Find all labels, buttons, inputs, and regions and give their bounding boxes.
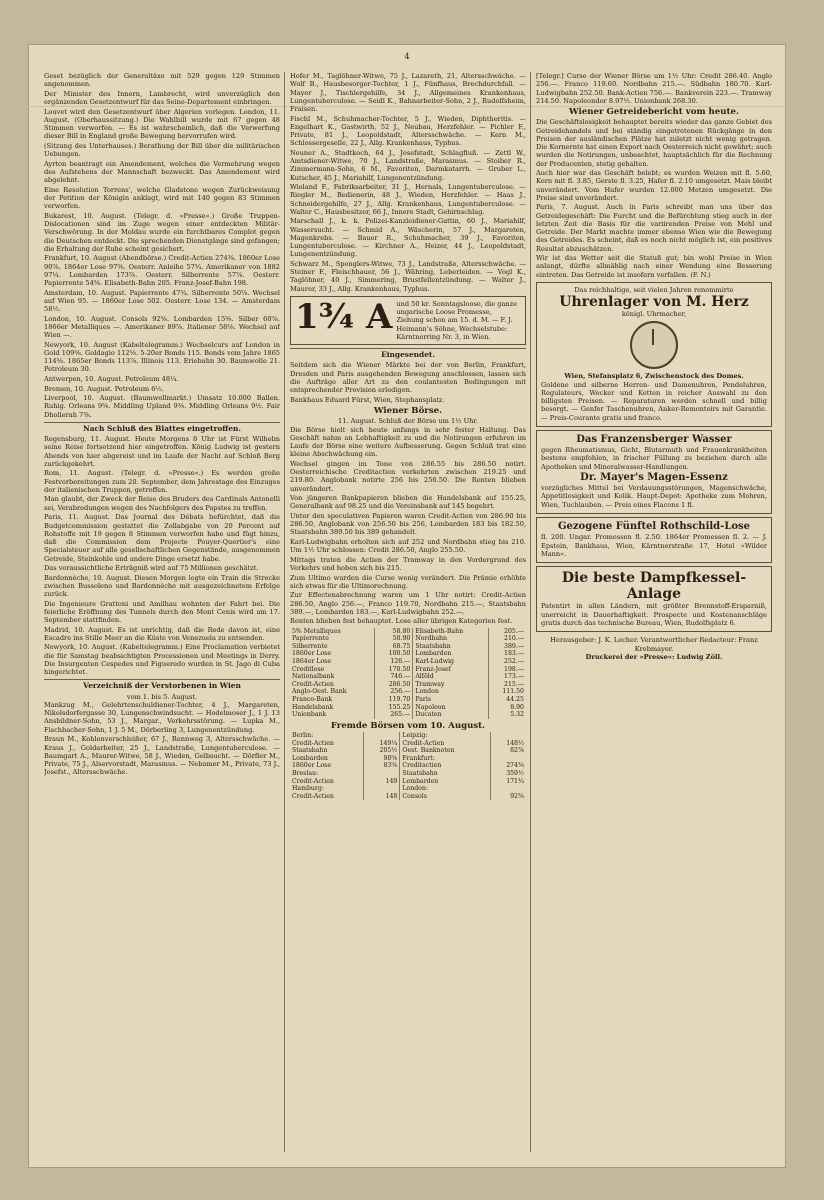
table-row (290, 673, 526, 681)
paragraph: Liverpool, 10. August. (Baumwollmarkt.) Umsatz 10.000 Ballen. Ruhig. Orleans 9⅝. Middling Upland 9⅜. Middling Orleans 9½. Fair Dhollerah 7⅜. (44, 394, 280, 419)
table-row (290, 778, 526, 786)
paragraph: Frankfurt, 10. August (Abendbörse.) Credit-Actien 274⅜. 1860er Lose 90⅞. 1864er Lose 97⅜. Oesterr. Anleihe 57¾. Amerikaner von 1882 97¼. Lombarden 173⅞. Oesterr. Silberrente 57⅞. Oesterr. Papierrente 54⅝. Elisabeth-Bahn 205. Franz-Josef-Bahn 198. (44, 254, 280, 288)
paragraph: Amsterdam, 10. August. Papierrente 47¾. Silberrente 50⅞. Wechsel auf Wien 95. — 1860er Lose 502. Oesterr. Lose 134. — Amsterdam 58½. (44, 288, 280, 314)
table-cell: Creditlose (292, 665, 325, 673)
table-row (290, 762, 526, 770)
table-cell: Ducaten (413, 711, 489, 719)
table-cell: 359½ (491, 770, 526, 778)
paragraph: Mankzug M., Gelehrtenschuldiener-Tochter, 4 J., Margareten, Nikolsdorfergasse 30, Lungenschwindsucht. — Hodelmoser J., 1 J. 13 Ansbildner-Sohn, 53 J., Margar., Verkehrsstörung. — Lupka M., Fischbacher-Sohn, 1 J. 5 M., Dörberling 3, Lungenentzündung. (44, 700, 280, 734)
table-cell: Berlin: (292, 732, 314, 740)
ad-title: Gezogene Fünftel Rothschild-Lose (557, 521, 751, 533)
table-cell: 44.25 (488, 696, 526, 704)
table-cell: Lombarden (413, 650, 489, 658)
table-cell: 171¾ (491, 778, 526, 786)
paragraph: Paris, 7. August. Auch in Paris schreibt man uns über das Getreidegeschäft: Die Furcht und die Befürchtung stieg auch in der letzten Zeit die Basis für die variirenden Preise von Mehl und Getreide. Der Markt machte immer ebenso Wien wie die Bewegung des Getreides. Es scheint, daß es noch nicht möglich ist, ein positives Resultat abzuschätzen. (536, 203, 772, 253)
table-cell: 286.50 (375, 681, 413, 689)
table-row (290, 666, 526, 674)
table-cell: Napoleon (413, 704, 489, 712)
table-cell: Credit-Actien (292, 792, 334, 800)
section-heading: Verzeichniß der Verstorbenen in Wien (44, 679, 280, 690)
paragraph: Antwerpen, 10. August. Petroleum 48¼. (44, 375, 179, 384)
lottery-price-mark: 1¾ A (295, 296, 393, 337)
table-cell: Frankfurt: (400, 755, 491, 763)
paragraph: Bremen, 10. August. Petroleum 6½. (44, 384, 164, 393)
table-cell: 215.— (488, 681, 526, 689)
table-row (290, 658, 526, 666)
table-cell: London (413, 688, 489, 696)
table-cell: 149 (364, 778, 400, 786)
ad-text: vorzügliches Mittel bei Verdauungsstörungen, Magenschwäche, Appetitlosigkeit und Kolik. Haupt-Depot: Apotheke zum Mohren, Wien, Tuchlauben. — Preis eines Flacons 1 fl. (541, 484, 767, 509)
paragraph: Seitdem sich die Wiener Märkte bei der von Berlin, Frankfurt, Dresden und Paris ausgehenden Bewegung anschlossen, lassen sich die Aufträge aller Art zu den coulantesten Bedingungen mit entsprechender Provision erledigen. (290, 361, 526, 395)
table-cell: 83⅝ (364, 762, 400, 770)
table-cell: Oest. Banknoten (400, 747, 491, 755)
section-heading: Eingesendet. (290, 348, 526, 359)
paragraph: Paris, 11. August. Das Journal des Débats befürchtet, daß die Budgetcommission gestattet die Zollabgabe von 20 Percent auf Rohstoffe mit 19 gegen 8 Stimmen verworfen habe und fügt hinzu, daß die Commission dem Projecte Pouyer-Quertier's eine Specialsteuer auf alle gesellschaftlichen Gegenstände, ausgenommen Getreide, Steinkohle und andere Dinge ersetzt habe. (44, 513, 280, 563)
table-cell (491, 732, 526, 740)
paragraph: Man glaubt, der Zweck der Reise des Bruders des Cardinals Antonelli sei, Verabredungen wegen des Nachfolgers des Papstes zu treffen. (44, 495, 280, 512)
table-cell: Credit-Actien (292, 680, 334, 688)
ad-text: Goldene und silberne Herren- und Damenuhren, Pendeluhren, Regulateurs, Wecker und Ketten in reicher Auswahl zu den billigsten Preisen. — Reparaturen werden schnell und billig besorgt. — Genfer Taschenuhren, Anker-Remontoirs mit Garantie. — Preis-Courante gratis und franco. (541, 380, 767, 422)
table-cell: Staatsbahn (413, 643, 489, 651)
paragraph: Das voraussichtliche Erträgniß wird auf 75 Millionen geschätzt. (44, 564, 259, 573)
pocket-watch-icon (630, 321, 678, 369)
signature-line: Bankhaus Eduard Fürst, Wien, Stephansplatz. (290, 395, 445, 404)
newspaper-page (28, 44, 786, 1168)
column-left (44, 72, 280, 1152)
paragraph: Fischl M., Schuhmacher-Tochter, 5 J., Wieden, Diphtheritis. — Engelhart K., Gastwirth, 52 J., Neubau, Herzfehler. — Pichler F., Private, 81 J., Leopoldstadt, Altersschwäche. — Kern M., Schlossergeselle, 22 J., Allg. Krankenhaus, Typhus. (290, 114, 526, 148)
table-cell: Staatsbahn (400, 770, 491, 778)
table-cell: 210.— (488, 635, 526, 643)
paragraph: Wir ist das Wetter seit die Statuß gut; bin wohl Preise in Wien anlangt, dürfte allmählig nach einer Wendung eine Besserung eintreten. Das Getreide ist insofern verfallen. (F. N.) (536, 254, 772, 279)
table-cell: Elisabeth-Bahn (413, 628, 489, 636)
table-cell: 205.— (488, 628, 526, 636)
ad-address: Wien, Stefansplatz 6, Zwischenstock des Domes. (564, 372, 744, 381)
table-cell: 205½ (364, 747, 400, 755)
paragraph: Die Ingenieure Grattoni und Amilhau wohnten der Fahrt bei. Die feierliche Eröffnung des Tunnels durch den Mont Cenis wird am 17. September stattfinden. (44, 599, 280, 625)
table-cell: 389.— (488, 643, 526, 651)
paragraph: Louvet wird den Gesetzentwurf über Algerien vorlegen. London, 11. August. (Oberhaussitzung.) Die Wahlbill wurde mit 67 gegen 48 Stimmen verworfen. — Es ist wahrscheinlich, daß die Verwerfung dieser Bill in England große Bewegung hervorrufen wird. (44, 107, 280, 141)
table-cell: Credit-Actien (292, 777, 334, 785)
paragraph: Mittags traten die Actien der Tramway in den Vordergrund des Verkehrs und hoben sich bis 215. (290, 555, 526, 573)
table-row (290, 732, 526, 740)
table-cell: Staatsbahn (292, 747, 328, 755)
lottery-advertisement (536, 517, 772, 563)
table-cell: 92⅝ (491, 793, 526, 801)
table-cell: Anglo-Oest. Bank (292, 688, 347, 696)
paragraph: (Sitzung des Unterhauses.) Berathung der Bill über die militärischen Uebungen. (44, 141, 280, 159)
table-cell: 1860er Lose (292, 650, 332, 658)
paragraph: Bukarest, 10. August. (Telegr. d. »Presse«.) Große Truppen-Dislocationen sind im Zuge wegen einer entdeckten Militär-Verschwörung. In der Moldau wurde ein furchtbares Complot gegen die Deutschen entdeckt. Die sprechenden Dienstgänge sind gefangen; die Erhaltung der Ruhe scheint gesichert. (44, 211, 280, 253)
table-cell (491, 755, 526, 763)
imprint-printer: Druckerei der »Presse«: Ludwig Zöll. (585, 652, 723, 661)
quotation-table (290, 628, 526, 719)
table-row (290, 770, 526, 778)
table-cell: 58.80 (375, 628, 413, 636)
paragraph: Wieland F., Fabriksarbeiter, 31 J., Hernals, Lungentuberculose. — Riegler M., Bedienerin, 48 J., Wieden, Herzfehler. — Haas J., Schneidergehilfe, 27 J., Allg. Krankenhaus, Lungentuberculose. — Walter C., Hausbesitzer, 66 J., Innere Stadt, Gehirnschlag. (290, 183, 526, 216)
table-cell: 148½ (491, 740, 526, 748)
table-cell: Unionbank (292, 711, 327, 719)
table-cell: Creditactien (400, 762, 491, 770)
section-heading: Nach Schluß des Blattes eingetroffen. (44, 422, 280, 433)
table-cell: 274⅜ (491, 762, 526, 770)
table-row (290, 696, 526, 704)
table-cell: 100.50 (375, 650, 413, 658)
table-cell: 170.50 (375, 666, 413, 674)
paragraph: Geset bezüglich der Generaltäxe mit 529 gegen 129 Stimmen angenommen. (44, 72, 280, 89)
table-cell: Hamburg: (292, 785, 324, 793)
ad-title: Uhrenlager von M. Herz (559, 294, 749, 311)
paragraph: Die Geschäftslosigkeit behauptet bereits wieder das ganze Gebiet des Getreidehandels und bei ständig eingetretenen Rückgänge in den Preisen der ausländischen Plätze hat zuletzt nicht wenig getragen. Die Kornernte hat einen Export nach Oesterreich nicht gewährt; auch wurden die Notirungen, unbeachtet, hauptsächlich für die Rechnung der Producenten, stetig gehalten. (536, 118, 772, 168)
table-cell: 68.75 (375, 643, 413, 651)
table-cell: Credit-Actien (400, 740, 491, 748)
table-cell: 1864er Lose (292, 658, 332, 666)
table-cell: Alföld (413, 673, 489, 681)
paragraph: Bardonnèche, 10. August. Diesen Morgen legte ein Train die Strecke zwischen Bussoleno und Bardonnèche mit ausgezeichnetem Erfolge zurück. (44, 573, 280, 599)
table-cell: 5.32 (488, 711, 526, 719)
paragraph: Unter den speculativen Papieren waren Credit-Actien von 286.90 bis 286.50, Anglobank von 256.50 bis 256, Lombarden 183 bis 182.50, Staatsbahn 389.50 bis 389 gehandelt. (290, 511, 526, 537)
watch-advertisement (536, 282, 772, 427)
table-cell: Credit-Actien (292, 739, 334, 747)
table-cell: Nordbahn (413, 635, 489, 643)
table-cell (364, 770, 400, 778)
ad-kicker: Das reichhaltige, seit vielen Jahren renommirte (574, 285, 734, 294)
table-cell: 173.— (488, 673, 526, 681)
paragraph: Hofer M., Taglöhner-Witwe, 75 J., Lazareth, 21, Altersschwäche. — Wolf B., Hausbesorger-Tochter, 1 J., Fünfhaus, Brechdurchfall. — Mayer J., Tischlergehilfe, 34 J., Allgemeines Krankenhaus, Lungentuberculose. — Seidl K., Bahnarbeiter-Sohn, 2 J., Rudolfsheim, Fraisen. (290, 72, 526, 113)
table-cell: 1860er Lose (292, 762, 332, 770)
table-cell: Breslau: (292, 770, 319, 777)
table-cell: 155.25 (375, 704, 413, 712)
paragraph: Renten blieben fest behauptet. Lose aller übrigen Kategorien fest. (290, 617, 513, 626)
table-row (290, 628, 526, 636)
table-cell: Leipzig: (400, 732, 491, 740)
foreign-quotation-table (290, 732, 526, 800)
paragraph: Zum Ultimo wurden die Curse wenig verändert. Die Prämie erhöhte sich etwas für die Ultimorechnung. (290, 573, 526, 590)
table-cell: 198.— (488, 666, 526, 674)
ad-text: und 50 kr. Sonntagsloose, die ganze ungarische Loose Promesse, Ziehung schon am 15. d. M. — F. J. Heimann's Söhne, Wechselstube: Kärntnerring Nr. 3, in Wien. (396, 299, 518, 341)
table-cell: Nationalbank (292, 673, 335, 681)
table-cell: 111.50 (488, 688, 526, 696)
table-cell: 98⅝ (364, 755, 400, 763)
foreign-bourse-heading: Fremde Börsen vom 10. August. (330, 720, 486, 731)
paragraph: Von jüngeren Bankpapieren blieben die Handelsbank auf 155.25, Generalbank auf 98.25 und die Vereinsbank auf 145 begehrt. (290, 494, 526, 511)
boiler-advertisement (536, 566, 772, 632)
section-subheading: vom 1. bis 5. August. (126, 692, 198, 701)
ad-text: Patentirt in allen Ländern, mit größter Brennstoff-Ersparniß, unerreicht in Dauerhaftigkeit. Prospecte und Kostenanschläge gratis durch das technische Bureau, Wien, Rudolfsplatz 6. (541, 602, 767, 627)
paragraph: Der Minister des Innern, Lambrecht, wird unverzüglich den ergänzenden Gesetzentwurf für das Seine-Departement einbringen. (44, 89, 280, 107)
ad-title: Die beste Dampfkessel-Anlage (561, 570, 747, 603)
paragraph: Karl-Ludwigbahn erholten sich auf 252 und Nordbahn stieg bis 210. Um 1½ Uhr schlossen: Credit 286.50, Anglo 255.50. (290, 537, 526, 555)
table-cell: 148 (364, 793, 400, 801)
bourse-subheading: 11. August. Schluß der Börse um 1½ Uhr. (338, 417, 478, 426)
table-cell: 252.— (488, 658, 526, 666)
table-cell: 82⅞ (491, 747, 526, 755)
table-cell: 265.— (375, 711, 413, 719)
table-cell (491, 785, 526, 793)
table-row (290, 747, 526, 755)
table-cell (364, 785, 400, 793)
table-cell: 256.— (375, 688, 413, 696)
table-row (290, 711, 526, 719)
paragraph: Schwarz M., Spenglers-Witwe, 73 J., Landstraße, Altersschwäche. — Steiner F., Fleischhauer, 56 J., Währing, Leberleiden. — Vogl K., Taglöhner, 40 J., Simmering, Brustfellentzündung. — Walter J., Maurer, 33 J., Allg. Krankenhaus, Typhus. (290, 259, 526, 293)
table-row (290, 681, 526, 689)
paragraph: Regensburg, 11. August. Heute Morgens 8 Uhr ist Fürst Wilhelm seine Reise fortsetzend hier eingetroffen. König Ludwig ist gestern Abends von hier abgereist und im Laufe der Nacht auf Schloß Berg zurückgekehrt. (44, 435, 280, 468)
table-row (290, 704, 526, 712)
paragraph: Ayrton beantragt ein Amendement, welches die Vermehrung wegen des Aufstehens der Mannschaft bezweckt. Das Amendement wird abgelehnt. (44, 159, 280, 185)
ad-subtitle: Dr. Mayer's Magen-Essenz (580, 472, 728, 484)
table-row (290, 650, 526, 658)
paragraph: Madrid, 10. August. Es ist unrichtig, daß die Rede davon ist, eine Escadre ins Stille Meer an die Küste von Venezuela zu entsenden. (44, 625, 280, 642)
table-cell: Handelsbank (292, 703, 334, 711)
table-cell: 149¼ (364, 740, 400, 748)
column-rule (284, 72, 285, 1152)
table-cell: Silberrente (292, 642, 328, 650)
table-cell: 119.70 (375, 696, 413, 704)
lottery-advertisement (290, 296, 526, 345)
paragraph: Zur Effectenabrechnung waren um 1 Uhr notirt: Credit-Actien 286.50, Anglo 256.—, Franco 119.70, Nordbahn 215.—, Staatsbahn 389.—, Lombarden 183.—, Karl-Ludwigbahn 252.—. (290, 591, 526, 616)
table-cell: Consols (400, 793, 491, 801)
table-row (290, 793, 526, 801)
column-right (536, 72, 772, 1152)
page-number: 4 (404, 52, 410, 61)
grain-report-heading: Wiener Getreidebericht vom heute. (569, 107, 739, 117)
ad-title: Das Franzensberger Wasser (576, 434, 732, 446)
bourse-heading: Wiener Börse. (373, 406, 443, 417)
paragraph: Newyork, 10. August (Kabeltelegramm.) Wechselcurs auf London in Gold 109⅝. Goldagio 112⅛. 5-20er Bonds 115. Bonds vom Jahre 1865 114⅝. 1865er Bonds 113⅞. Illinois 113. Eriebahn 30. Baumwolle 21. Petroleum 30. (44, 340, 280, 374)
paragraph: [Telegr.] Curse der Wiener Börse um 1½ Uhr: Credit 286.40. Anglo 256.—. Franco 119.60. Nordbahn 215.—. Südbahn 180.70. Karl-Ludwigbahn 252.50. Bank-Actien 756.—. Bankverein 223.—. Tramway 214.50. Napoleondor 8.97½. Unionbank 268.30. (536, 72, 772, 105)
table-cell: 746.— (375, 673, 413, 681)
table-cell (364, 732, 400, 740)
column-middle (290, 72, 526, 1152)
paragraph: Rom, 11. August. (Telegr. d. »Presse«.) Es werden große Festvorbereitungen zum 20. September, dem Jahrestage des Einzuges der italienischen Truppen, getroffen. (44, 469, 280, 494)
table-cell: 5% Metalliques (292, 627, 341, 635)
table-row (290, 740, 526, 748)
paragraph: Auch hier war das Geschäft belebt; es wurden Weizen mit fl. 5.60, Korn mit fl. 3.85, Gerste fl. 3.25, Hafer fl. 2.10 umgesetzt. Mais bleibt unverändert. Vom Hafer wurden 12.000 Metzen umgesetzt. Die Preise sind unverändert. (536, 169, 772, 202)
table-cell: Paris (413, 696, 489, 704)
paragraph: Braun M., Kohlenverschleißer, 67 J., Rennweg 3, Altersschwäche. — Kraus J., Goldarbeiter, 25 J., Landstraße, Lungentuberculose. — Baumgart A., Maurer-Witwe, 58 J., Wieden, Gelbsucht. — Dörfler M., Private, 75 J., Alservorstadt, Marasmus. — Nebamer M., Private, 73 J., Josefst., Altersschwäche. (44, 735, 280, 777)
table-cell: 8.90 (488, 704, 526, 712)
ad-text: fl. 200. Ungar. Promessen fl. 2.50. 1864er Promessen fl. 2. — J. Epstein, Bankhaus, Wien, Kärntnerstraße 17, Hotel »Wilder Mann«. (541, 533, 767, 558)
table-cell: Lombarden (400, 778, 491, 786)
table-cell: London: (400, 785, 491, 793)
table-cell: Karl-Ludwig (413, 658, 489, 666)
mineral-water-advertisement (536, 430, 772, 514)
imprint-publisher: Herausgeber: J. K. Lecher. Verantwortlicher Redacteur: Franz Krebmayer. (550, 636, 758, 653)
table-row (290, 688, 526, 696)
table-row (290, 785, 526, 793)
paragraph: Die Börse hielt sich heute anfangs in sehr fester Haltung. Das Geschäft nahm an Lebhaftigkeit zu und die Notirungen erfuhren im Laufe der Börse eine weitere Aufbesserung. Gegen Schluß trat eine kleine Abschwächung ein. (290, 425, 526, 459)
paragraph: Marschall J., k. k. Polizei-Kanzleidiener-Gattin, 60 J., Mariahilf, Wassersucht. — Schmid A., Wäscherin, 57 J., Margareten, Magenkrebs. — Bauer R., Schuhmacher, 39 J., Favoriten, Lungentuberculose. — Kirchner A., Heizer, 44 J., Leopoldstadt, Lungenentzündung. (290, 217, 526, 259)
table-cell: Tramway (413, 681, 489, 689)
table-cell: Franz-Josef (413, 666, 489, 674)
table-cell: 58.90 (375, 635, 413, 643)
paragraph: Newyork, 10. August. (Kabeltelegramm.) Eine Proclamation verbietet die für Samstag beabsichtigten Processionen und Meetings in Derry. Die Insurgenten Cespedes und Figueredo wurden in St. Jago di Cuba hingerichtet. (44, 643, 280, 677)
paragraph: Wechsel gingen im Tone von 286.55 bis 286.50 notirt. Oesterreichische Creditactien verkehrten zwischen 219.25 und 219.80. Anglobank notirte 256 bis 256.50. Die Renten blieben unverändert. (290, 459, 526, 493)
paragraph: Neuner A., Stadtkoch, 64 J., Josefstadt, Schlagfluß. — Zettl W., Amtsdiener-Witwe, 70 J., Landstraße, Marasmus. — Stoiber R., Zimmermann-Sohn, 6 M., Favoriten, Darmkatarrh. — Gruber L., Kutscher, 45 J., Mariahilf, Lungenentzündung. (290, 148, 526, 182)
ad-subtitle: königl. Uhrmacher, (621, 310, 687, 319)
paragraph: Eine Resolution Torrens', welche Gladstone wegen Zurückweisung der Petition der Königin anklagt, wird mit 140 gegen 83 Stimmen verworfen. (44, 185, 280, 211)
table-row (290, 755, 526, 763)
column-rule (530, 72, 531, 1152)
table-cell: 183.— (488, 650, 526, 658)
table-cell: 126.— (375, 658, 413, 666)
table-cell: Franco-Bank (292, 696, 333, 703)
table-row (290, 635, 526, 643)
table-row (290, 643, 526, 651)
ad-text: gegen Rheumatismus, Gicht, Blutarmuth und Frauenkrankheiten bestens empfohlen, in frischer Füllung zu beziehen durch alle Apotheken und Mineralwasser-Handlungen. (541, 446, 767, 471)
table-cell: Lombarden (292, 754, 328, 762)
table-cell: Papierrente (292, 635, 329, 643)
paragraph: London, 10. August. Consols 92⅝. Lombarden 15⅝. Silber 60⅞. 1866er Metalliques —. Amerikaner 89⅞. Italiener 58⅛. Wechsel auf Wien —. (44, 314, 280, 340)
